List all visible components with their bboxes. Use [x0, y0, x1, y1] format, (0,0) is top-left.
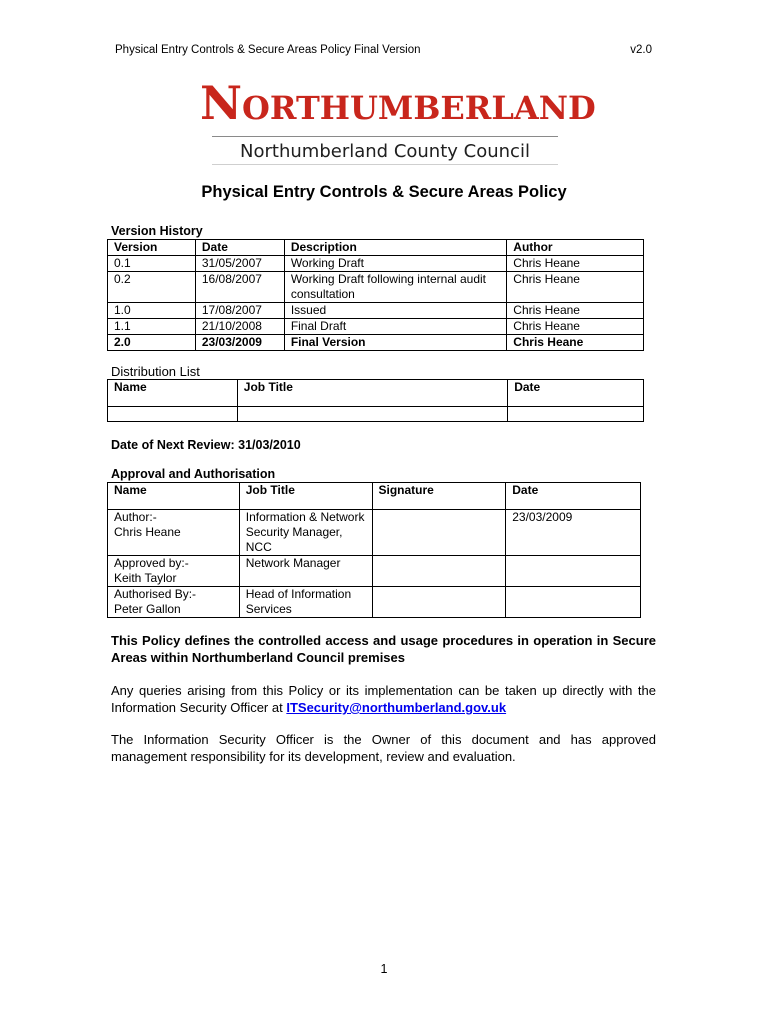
date-cell: 23/03/2009 — [195, 335, 284, 351]
column-header: Date — [508, 380, 644, 407]
approval-table — [107, 482, 641, 618]
author-cell: Chris Heane — [507, 272, 644, 303]
person-name: Peter Gallon — [114, 602, 181, 616]
ownership-paragraph: The Information Security Officer is the Owner of this document and has approved management responsibility for its development, review and evaluation. — [111, 732, 656, 764]
date-cell — [506, 587, 641, 618]
date-cell — [508, 407, 644, 422]
table-row — [108, 319, 644, 335]
signature-cell — [372, 587, 506, 618]
logo-divider-bottom — [212, 164, 558, 165]
name-cell — [108, 407, 238, 422]
date-cell: 21/10/2008 — [195, 319, 284, 335]
version-cell: 1.0 — [108, 303, 196, 319]
role-label: Approved by:- — [114, 556, 189, 570]
name-cell — [108, 587, 240, 618]
column-header: Name — [108, 483, 240, 510]
description-cell: Issued — [284, 303, 506, 319]
author-cell: Chris Heane — [507, 256, 644, 272]
running-header-title: Physical Entry Controls & Secure Areas Policy Final Version — [115, 44, 421, 56]
name-cell — [108, 556, 240, 587]
table-row-current — [108, 335, 644, 351]
approval-label: Approval and Authorisation — [111, 467, 276, 481]
table-row — [108, 587, 641, 618]
next-review-date: Date of Next Review: 31/03/2010 — [111, 438, 301, 452]
version-cell: 2.0 — [108, 335, 196, 351]
council-logo-wordmark: Northumberland — [200, 76, 596, 130]
job-title-cell — [237, 407, 507, 422]
logo-divider — [212, 136, 558, 137]
role-label: Author:- — [114, 510, 157, 524]
column-header: Signature — [372, 483, 506, 510]
page-number: 1 — [380, 962, 388, 976]
document-title: Physical Entry Controls & Secure Areas Policy — [201, 183, 567, 201]
table-header-row — [108, 380, 644, 407]
table-row — [108, 303, 644, 319]
table-row — [108, 556, 641, 587]
signature-cell — [372, 556, 506, 587]
date-cell — [506, 556, 641, 587]
column-header: Job Title — [237, 380, 507, 407]
distribution-list-table — [107, 379, 644, 422]
author-cell: Chris Heane — [507, 335, 644, 351]
version-cell: 0.1 — [108, 256, 196, 272]
policy-statement: This Policy defines the controlled access and usage procedures in operation in Secure Areas within Northumberland Council premises — [111, 633, 656, 665]
description-cell: Final Version — [284, 335, 506, 351]
table-row — [108, 510, 641, 556]
signature-cell — [372, 510, 506, 556]
description-cell: Working Draft — [284, 256, 506, 272]
table-row — [108, 407, 644, 422]
job-title-cell: Network Manager — [239, 556, 372, 587]
table-header-row — [108, 483, 641, 510]
version-history-label: Version History — [111, 224, 203, 238]
description-cell: Final Draft — [284, 319, 506, 335]
person-name: Chris Heane — [114, 525, 181, 539]
date-cell: 16/08/2007 — [195, 272, 284, 303]
column-header: Description — [284, 240, 506, 256]
version-cell: 0.2 — [108, 272, 196, 303]
version-cell: 1.1 — [108, 319, 196, 335]
version-history-table — [107, 239, 644, 351]
column-header: Name — [108, 380, 238, 407]
column-header: Date — [506, 483, 641, 510]
author-cell: Chris Heane — [507, 303, 644, 319]
job-title-cell: Head of Information Services — [239, 587, 372, 618]
column-header: Author — [507, 240, 644, 256]
column-header: Version — [108, 240, 196, 256]
column-header: Date — [195, 240, 284, 256]
role-label: Authorised By:- — [114, 587, 197, 601]
date-cell: 31/05/2007 — [195, 256, 284, 272]
table-row — [108, 256, 644, 272]
distribution-list-label: Distribution List — [111, 364, 200, 379]
queries-paragraph — [111, 682, 656, 716]
date-cell: 17/08/2007 — [195, 303, 284, 319]
table-row — [108, 272, 644, 303]
date-cell: 23/03/2009 — [506, 510, 641, 556]
running-header-version: v2.0 — [630, 44, 652, 56]
it-security-email-link[interactable]: ITSecurity@northumberland.gov.uk — [286, 700, 507, 715]
author-cell: Chris Heane — [507, 319, 644, 335]
queries-text: Any queries arising from this Policy or its implementation can be taken up directly with the Information Security Officer at — [111, 683, 656, 715]
table-header-row — [108, 240, 644, 256]
council-logo-subtitle: Northumberland County Council — [240, 141, 530, 162]
column-header: Job Title — [239, 483, 372, 510]
description-cell: Working Draft following internal audit consultation — [284, 272, 506, 303]
person-name: Keith Taylor — [114, 571, 177, 585]
name-cell — [108, 510, 240, 556]
job-title-cell: Information & Network Security Manager, NCC — [239, 510, 372, 556]
